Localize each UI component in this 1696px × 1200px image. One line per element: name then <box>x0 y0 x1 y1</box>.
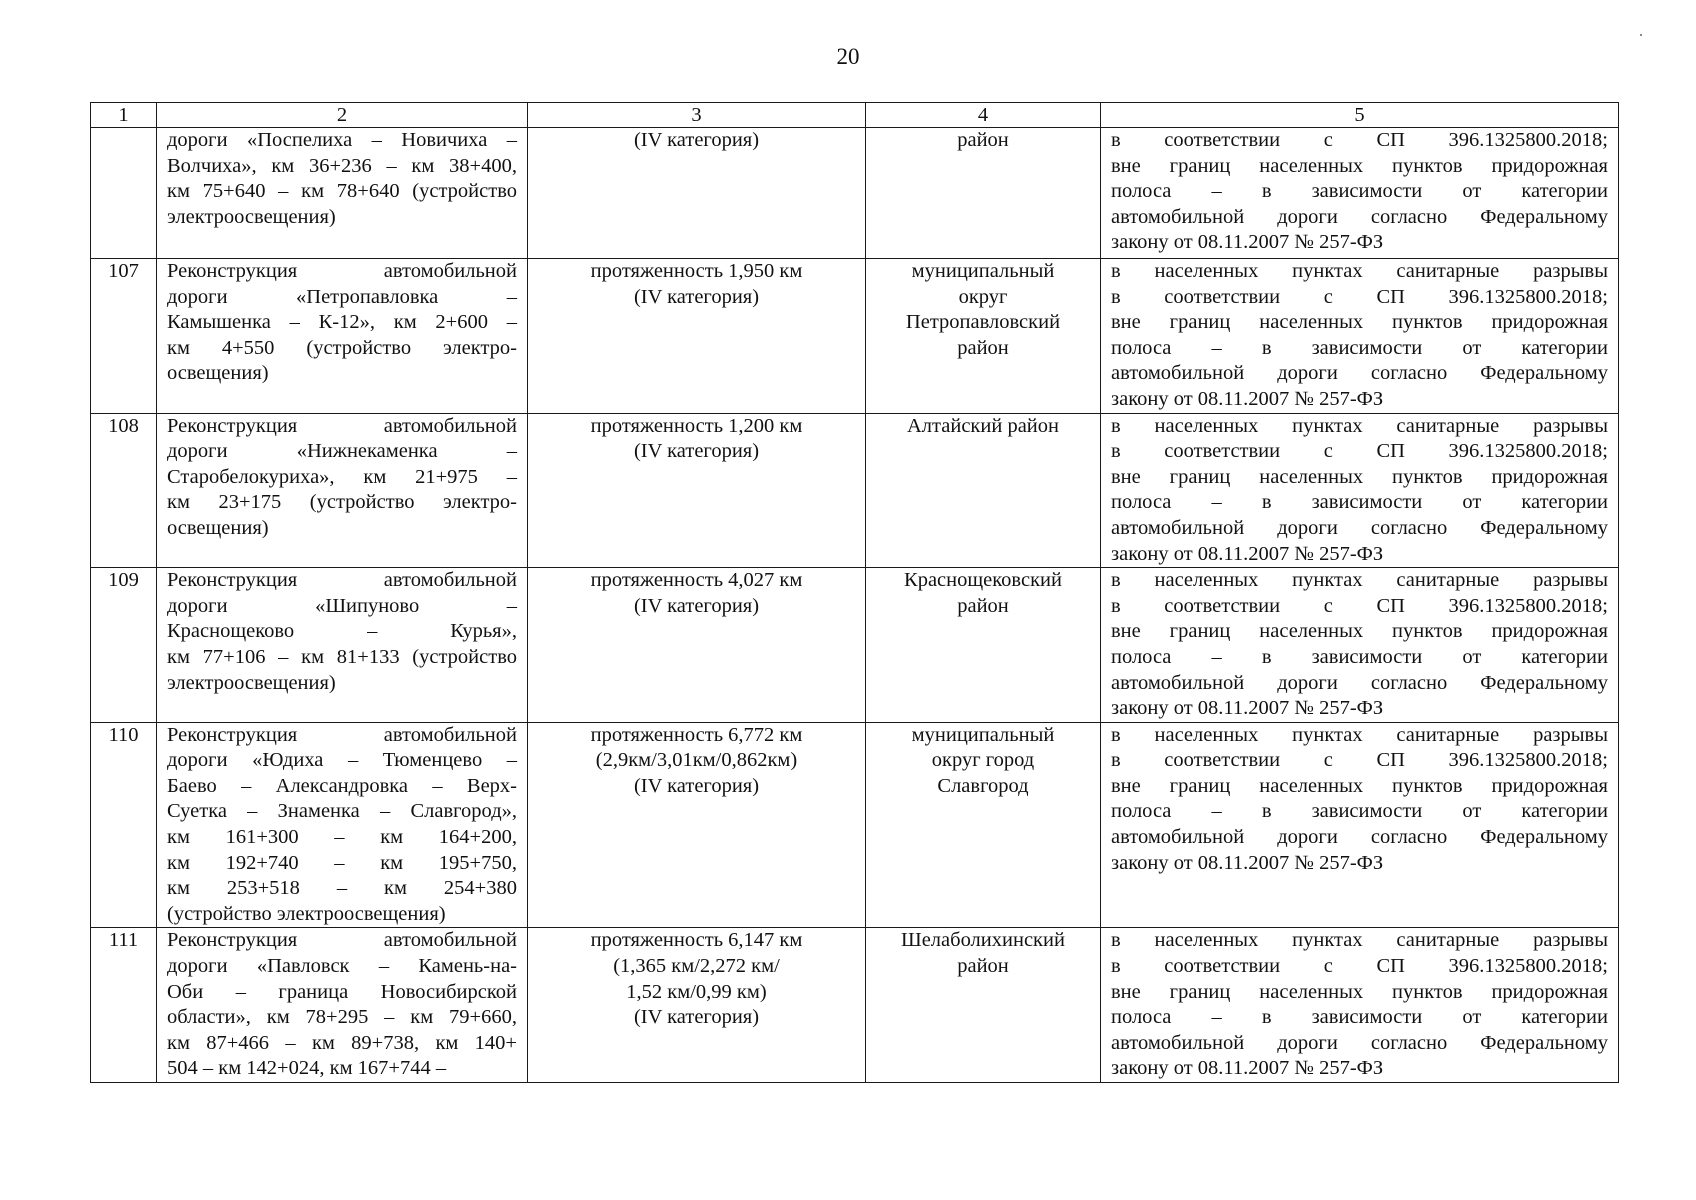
description-cell <box>157 413 528 568</box>
zones-cell <box>1101 259 1619 414</box>
cell-text-line: Баево – Александровка – Верх- <box>167 774 517 797</box>
column-header: 3 <box>528 103 866 128</box>
district-cell <box>866 128 1101 259</box>
cell-text-line: Петропавловский <box>905 311 1061 334</box>
row-number-cell: 109 <box>91 568 157 723</box>
cell-text-line: дороги «Юдиха – Тюменцево – <box>167 749 517 772</box>
length-cell <box>528 722 866 928</box>
cell-text-line: район <box>957 336 1009 359</box>
cell-text-line: Старобелокуриха», км 21+975 – <box>167 465 517 488</box>
cell-text-line: Шелаболихинский <box>901 929 1065 952</box>
cell-text-line: (2,9км/3,01км/0,862км) <box>595 749 798 772</box>
cell-text-line: район <box>957 129 1009 151</box>
cell-text-line: протяженность 6,772 км <box>590 723 803 746</box>
cell-text-line: дороги «Петропавловка – <box>167 285 517 308</box>
cell-text-line: в соответствии с СП 396.1325800.2018; <box>1111 440 1608 463</box>
cell-text-line: закону от 08.11.2007 № 257-ФЗ <box>1111 387 1384 410</box>
cell-text-line: дороги «Нижнекаменка – <box>167 440 517 463</box>
cell-text-line: (IV категория) <box>633 594 760 617</box>
cell-text-line: (IV категория) <box>633 774 760 797</box>
district-cell <box>866 722 1101 928</box>
cell-text-line: (1,365 км/2,272 км/ <box>613 955 780 978</box>
cell-text-line: закону от 08.11.2007 № 257-ФЗ <box>1111 542 1384 565</box>
cell-text-line: в соответствии с СП 396.1325800.2018; <box>1111 594 1608 617</box>
column-header: 2 <box>157 103 528 128</box>
cell-text-line: полоса – в зависимости от категории <box>1111 180 1608 203</box>
cell-text-line: км 23+175 (устройство электро- <box>167 491 517 514</box>
length-cell <box>528 928 866 1083</box>
cell-text-line: полоса – в зависимости от категории <box>1111 336 1608 359</box>
table-row <box>91 722 1619 928</box>
cell-text-line: (IV категория) <box>633 440 760 463</box>
cell-text-line: округ город <box>931 749 1035 772</box>
cell-text-line: Волчиха», км 36+236 – км 38+400, <box>167 154 517 177</box>
column-header: 1 <box>91 103 157 128</box>
cell-text-line: район <box>957 594 1009 617</box>
column-header: 4 <box>866 103 1101 128</box>
zones-cell <box>1101 928 1619 1083</box>
zones-cell <box>1101 568 1619 723</box>
row-number-cell <box>91 128 157 259</box>
page-number: 20 <box>836 44 860 69</box>
table-row <box>91 928 1619 1083</box>
cell-text-line: дороги «Павловск – Камень-на- <box>167 955 517 978</box>
cell-text-line: 504 – км 142+024, км 167+744 – <box>167 1057 447 1080</box>
cell-text-line: полоса – в зависимости от категории <box>1111 1006 1608 1029</box>
cell-text-line: в населенных пунктах санитарные разрывы <box>1111 414 1608 437</box>
cell-text-line: автомобильной дороги согласно Федеральному <box>1111 362 1608 385</box>
cell-text-line: муниципальный <box>911 260 1055 282</box>
cell-text-line: в населенных пунктах санитарные разрывы <box>1111 723 1608 746</box>
description-cell <box>157 568 528 723</box>
description-cell <box>157 928 528 1083</box>
cell-text-line: закону от 08.11.2007 № 257-ФЗ <box>1111 697 1384 720</box>
cell-text-line: Оби – граница Новосибирской <box>167 980 517 1003</box>
scan-speck <box>1640 34 1642 36</box>
cell-text-line: Краснощековский <box>904 569 1062 592</box>
description-cell <box>157 259 528 414</box>
cell-text-line: км 192+740 – км 195+750, <box>167 851 517 874</box>
cell-text-line: вне границ населенных пунктов придорожная <box>1111 154 1608 177</box>
cell-text-line: автомобильной дороги согласно Федеральному <box>1111 671 1608 694</box>
cell-text-line: освещения) <box>167 516 269 539</box>
cell-text-line: протяженность 4,027 км <box>590 569 803 592</box>
cell-text-line: области», км 78+295 – км 79+660, <box>167 1006 517 1029</box>
description-cell <box>157 128 528 259</box>
cell-text-line: 1,52 км/0,99 км) <box>626 980 767 1003</box>
cell-text-line: Славгород <box>937 774 1029 797</box>
description-cell <box>157 722 528 928</box>
cell-text-line: дороги «Шипуново – <box>167 594 517 617</box>
length-cell <box>528 568 866 723</box>
cell-text-line: полоса – в зависимости от категории <box>1111 491 1608 514</box>
row-number-cell: 107 <box>91 259 157 414</box>
cell-text-line: полоса – в зависимости от категории <box>1111 800 1608 823</box>
district-cell <box>866 928 1101 1083</box>
cell-text-line: (устройство электроосвещения) <box>167 902 446 925</box>
cell-text-line: в населенных пунктах санитарные разрывы <box>1111 569 1608 592</box>
cell-text-line: вне границ населенных пунктов придорожная <box>1111 774 1608 797</box>
table-row <box>91 259 1619 414</box>
column-header: 5 <box>1101 103 1619 128</box>
cell-text-line: закону от 08.11.2007 № 257-ФЗ <box>1111 231 1384 254</box>
cell-text-line: Камышенка – К-12», км 2+600 – <box>167 311 517 334</box>
cell-text-line: автомобильной дороги согласно Федеральному <box>1111 516 1608 539</box>
cell-text-line: (IV категория) <box>633 285 760 308</box>
row-number-cell: 110 <box>91 722 157 928</box>
district-cell <box>866 413 1101 568</box>
cell-text-line: электроосвещения) <box>167 671 336 694</box>
cell-text-line: Краснощеково – Курья», <box>167 620 517 643</box>
cell-text-line: вне границ населенных пунктов придорожная <box>1111 465 1608 488</box>
cell-text-line: автомобильной дороги согласно Федеральному <box>1111 1031 1608 1054</box>
cell-text-line: вне границ населенных пунктов придорожная <box>1111 311 1608 334</box>
cell-text-line: км 253+518 – км 254+380 <box>167 877 517 900</box>
cell-text-line: вне границ населенных пунктов придорожная <box>1111 980 1608 1003</box>
district-cell <box>866 568 1101 723</box>
table-row <box>91 568 1619 723</box>
cell-text-line: Суетка – Знаменка – Славгород», <box>167 800 517 823</box>
cell-text-line: автомобильной дороги согласно Федеральному <box>1111 826 1608 849</box>
cell-text-line: в населенных пунктах санитарные разрывы <box>1111 260 1608 282</box>
cell-text-line: электроосвещения) <box>167 205 336 228</box>
cell-text-line: (IV категория) <box>633 129 760 151</box>
cell-text-line: в населенных пунктах санитарные разрывы <box>1111 929 1608 952</box>
cell-text-line: закону от 08.11.2007 № 257-ФЗ <box>1111 1057 1384 1080</box>
cell-text-line: протяженность 6,147 км <box>590 929 803 952</box>
length-cell <box>528 259 866 414</box>
document-table <box>90 102 1619 1083</box>
cell-text-line: км 75+640 – км 78+640 (устройство <box>167 180 517 203</box>
zones-cell <box>1101 413 1619 568</box>
cell-text-line: вне границ населенных пунктов придорожная <box>1111 620 1608 643</box>
cell-text-line: Реконструкция автомобильной <box>167 414 517 437</box>
table-row <box>91 128 1619 259</box>
cell-text-line: Алтайский район <box>907 414 1059 437</box>
cell-text-line: в соответствии с СП 396.1325800.2018; <box>1111 749 1608 772</box>
cell-text-line: в соответствии с СП 396.1325800.2018; <box>1111 285 1608 308</box>
cell-text-line: муниципальный <box>911 723 1055 746</box>
cell-text-line: протяженность 1,200 км <box>590 414 803 437</box>
zones-cell <box>1101 722 1619 928</box>
cell-text-line: Реконструкция автомобильной <box>167 260 517 282</box>
cell-text-line: закону от 08.11.2007 № 257-ФЗ <box>1111 851 1384 874</box>
cell-text-line: округ <box>958 285 1008 308</box>
cell-text-line: (IV категория) <box>633 1006 760 1029</box>
cell-text-line: освещения) <box>167 362 269 385</box>
cell-text-line: км 161+300 – км 164+200, <box>167 826 517 849</box>
district-cell <box>866 259 1101 414</box>
cell-text-line: дороги «Поспелиха – Новичиха – <box>167 129 517 151</box>
cell-text-line: район <box>957 955 1009 978</box>
cell-text-line: в соответствии с СП 396.1325800.2018; <box>1111 129 1608 151</box>
length-cell <box>528 413 866 568</box>
row-number-cell: 111 <box>91 928 157 1083</box>
table-header-row <box>91 103 1619 128</box>
cell-text-line: км 77+106 – км 81+133 (устройство <box>167 645 517 668</box>
cell-text-line: в соответствии с СП 396.1325800.2018; <box>1111 955 1608 978</box>
zones-cell <box>1101 128 1619 259</box>
table-row <box>91 413 1619 568</box>
cell-text-line: Реконструкция автомобильной <box>167 723 517 746</box>
cell-text-line: км 4+550 (устройство электро- <box>167 336 517 359</box>
cell-text-line: Реконструкция автомобильной <box>167 569 517 592</box>
cell-text-line: автомобильной дороги согласно Федеральному <box>1111 205 1608 228</box>
cell-text-line: Реконструкция автомобильной <box>167 929 517 952</box>
row-number-cell: 108 <box>91 413 157 568</box>
cell-text-line: полоса – в зависимости от категории <box>1111 645 1608 668</box>
cell-text-line: протяженность 1,950 км <box>590 260 803 282</box>
length-cell <box>528 128 866 259</box>
cell-text-line: км 87+466 – км 89+738, км 140+ <box>167 1031 517 1054</box>
